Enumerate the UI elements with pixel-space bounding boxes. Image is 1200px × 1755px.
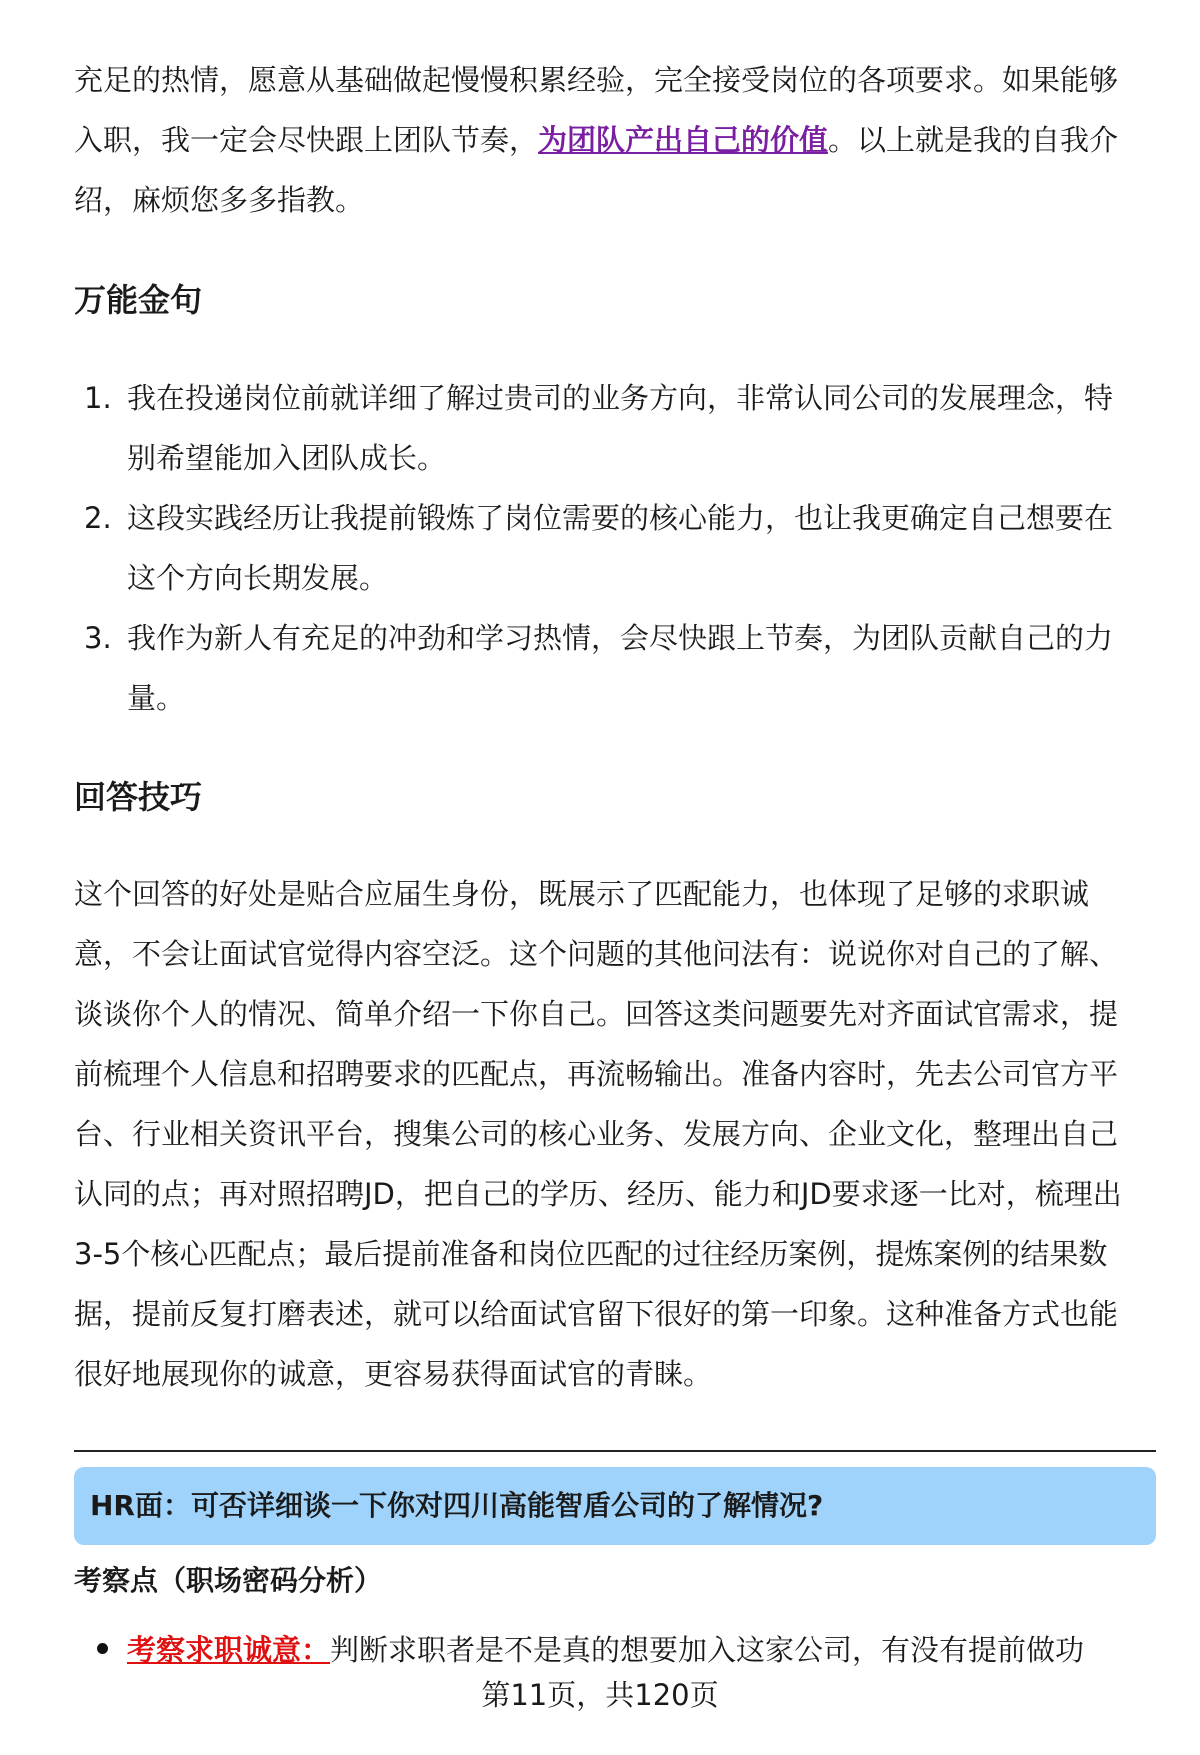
analysis-heading: 考察点（职场密码分析） [74, 1564, 383, 1597]
text-line: 意，不会让面试官觉得内容空泛。这个问题的其他问法有：说说你对自己的了解、 [74, 937, 1119, 971]
text-segment: 入职，我一定会尽快跟上团队节奏， [74, 123, 539, 157]
highlight-link[interactable]: 为团队产出自己的价值 [538, 123, 829, 157]
text-line: 这个回答的好处是贴合应届生身份，既展示了匹配能力，也体现了足够的求职诚 [74, 877, 1090, 911]
page-footer: 第11页，共120页 [481, 1678, 719, 1712]
text-line: 台、行业相关资讯平台，搜集公司的核心业务、发展方向、企业文化，整理出自己 [74, 1117, 1119, 1151]
list-item-line: 量。 [127, 681, 186, 715]
text-line: 3-5个核心匹配点；最后提前准备和岗位匹配的过往经历案例，提炼案例的结果数 [74, 1237, 1108, 1271]
text-line: 谈谈你个人的情况、简单介绍一下你自己。回答这类问题要先对齐面试官需求，提 [74, 997, 1119, 1031]
bullet-label-link[interactable]: 考察求职诚意： [127, 1633, 331, 1667]
bullet-dot-icon [97, 1643, 108, 1654]
list-item-line: 我作为新人有充足的冲劲和学习热情，会尽快跟上节奏，为团队贡献自己的力 [127, 621, 1114, 655]
bullet-text: 判断求职者是不是真的想要加入这家公司，有没有提前做功 [330, 1633, 1085, 1667]
list-item-line: 这段实践经历让我提前锻炼了岗位需要的核心能力，也让我更确定自己想要在 [127, 501, 1114, 535]
bullet-item [127, 1630, 1084, 1670]
text-line: 充足的热情，愿意从基础做起慢慢积累经验，完全接受岗位的各项要求。如果能够 [74, 63, 1119, 97]
list-item-line: 我在投递岗位前就详细了解过贵司的业务方向，非常认同公司的发展理念，特 [127, 381, 1114, 415]
section-heading-golden-sentences: 万能金句 [74, 281, 203, 319]
question-banner: HR面：可否详细谈一下你对四川高能智盾公司的了解情况? [74, 1467, 1156, 1545]
list-item-line: 这个方向长期发展。 [127, 561, 389, 595]
text-line: 很好地展现你的诚意，更容易获得面试官的青睐。 [74, 1357, 713, 1391]
text-line: 据，提前反复打磨表述，就可以给面试官留下很好的第一印象。这种准备方式也能 [74, 1297, 1119, 1331]
text-line: 认同的点；再对照招聘JD，把自己的学历、经历、能力和JD要求逐一比对，梳理出 [74, 1177, 1122, 1211]
list-item-line: 别希望能加入团队成长。 [127, 441, 447, 475]
list-number: 3. [84, 621, 112, 655]
text-line: 前梳理个人信息和招聘要求的匹配点，再流畅输出。准备内容时，先去公司官方平 [74, 1057, 1119, 1091]
list-number: 2. [84, 501, 112, 535]
section-heading-answer-tips: 回答技巧 [74, 778, 203, 816]
text-line [74, 110, 1118, 170]
text-line: 绍，麻烦您多多指教。 [74, 183, 365, 217]
divider [74, 1450, 1156, 1452]
text-segment: 。以上就是我的自我介 [828, 123, 1119, 157]
list-number: 1. [84, 381, 112, 415]
